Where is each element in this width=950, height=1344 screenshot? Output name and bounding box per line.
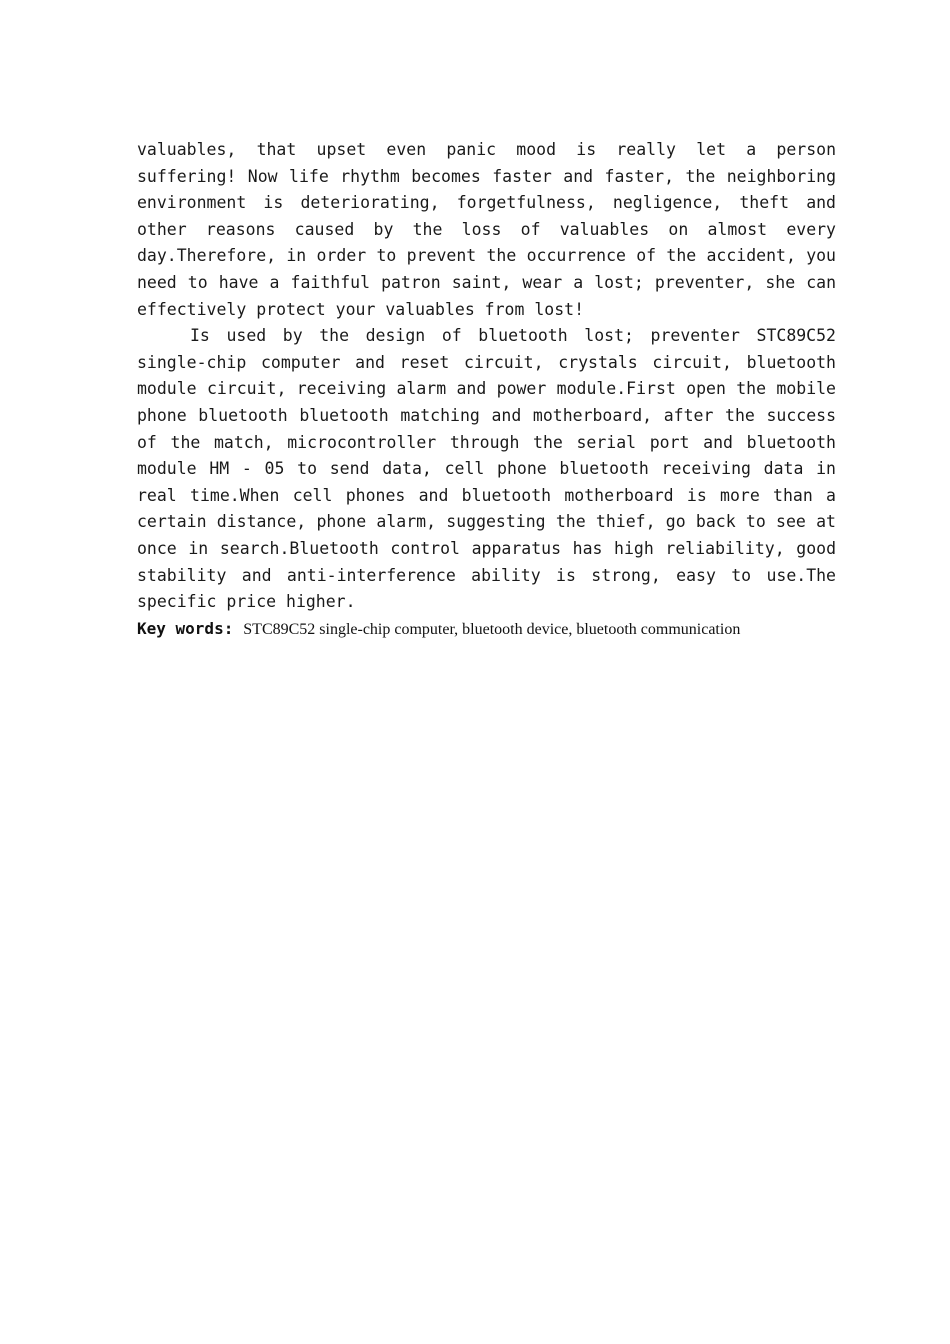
abstract-body xyxy=(137,137,836,642)
keywords-label: Key words: xyxy=(137,618,234,638)
paragraph-design-description: Is used by the design of bluetooth lost; preventer STC89C52 single-chip computer and reset circuit, crystals circuit, bluetooth module circuit, receiving alarm and power module.First open the mobile phone bluetooth bluetooth matching and motherboard, after the success of the match, microcontroller through the serial port and bluetooth module HM - 05 to send data, cell phone bluetooth receiving data in real time.When cell phones and bluetooth motherboard is more than a certain distance, phone alarm, suggesting the thief, go back to see at once in search.Bluetooth control apparatus has high reliability, good stability and anti-interference ability is strong, easy to use.The specific price higher. xyxy=(137,326,836,612)
keywords-line xyxy=(137,617,836,642)
paragraph-continuation: valuables, that upset even panic mood is really let a person suffering! Now life rhythm becomes faster and faster, the neighboring environment is deteriorating, forgetfulness, negligence, theft and other reasons caused by the loss of valuables on almost every day.Therefore, in order to prevent the occurrence of the accident, you need to have a faithful patron saint, wear a lost; preventer, she can effectively protect your valuables from lost! xyxy=(137,140,836,319)
keywords-text: STC89C52 single-chip computer, bluetooth device, bluetooth communication xyxy=(243,620,741,638)
